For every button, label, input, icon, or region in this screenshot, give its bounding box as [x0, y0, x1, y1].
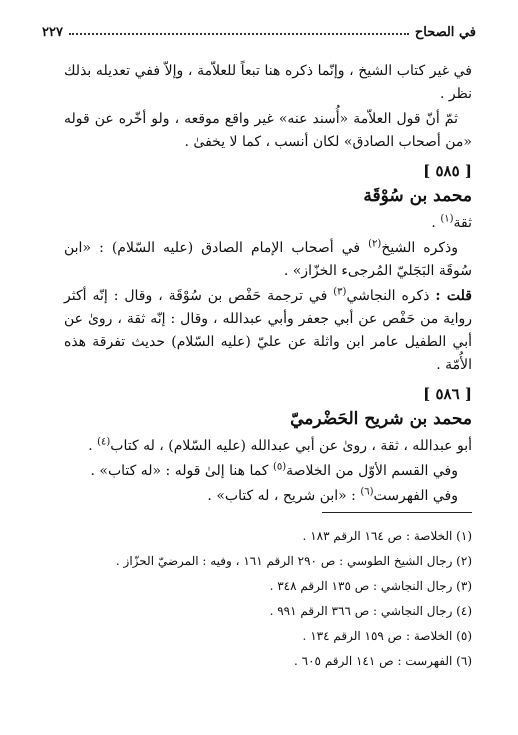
entry-585-line-2: [64, 237, 472, 283]
main-text: [64, 60, 472, 510]
entry-586-text-a: أبو عبدالله ، ثقة ، روىٰ عن أبي عبدالله (عليه السّلام) ، له كتاب: [110, 438, 472, 454]
footnote-ref-2[interactable]: (٢): [368, 238, 382, 250]
entry-number-586: [ ٥٨٦ ]: [423, 385, 472, 403]
running-title: في الصحاح: [414, 25, 476, 40]
footnote-ref-5[interactable]: (٥): [272, 461, 287, 473]
footnotes: [64, 524, 472, 674]
entry-585-text-a: ثقة: [453, 215, 472, 231]
footnote-ref-1[interactable]: (١): [440, 213, 454, 225]
entry-586-line-3: [64, 485, 472, 508]
header-dotted-leader: [69, 33, 409, 35]
footnote-4: (٤) رجال النجاشي : ص ٣٦٦ الرقم ٩٩١ .: [269, 604, 472, 618]
footnote-6: (٦) الفهرست : ص ١٤١ الرقم ٦٠٥ .: [294, 654, 472, 668]
footnote-2: (٢) رجال الشيخ الطوسي : ص ٢٩٠ الرقم ١٦١ ، وفيه : المرضيّ الحزّاز .: [115, 554, 472, 568]
entry-585-line-1: [64, 212, 472, 235]
entry-586-text-d: وفي الفهرست: [373, 488, 458, 504]
entry-585-text-e: في ترجمة حَفْص بن سُوْقَة ، وقال : إنّه أكثر رواية من حَفْص عن أبي جعفر وأبي عبدالله ، وقال : إنّه ثقة ، روىٰ عن أبي الطفيل عامر ابن واثلة عن عليّ (عليه السّلام) حديث تفرقة هذه الأُمّة .: [64, 288, 472, 373]
footnote-1: (١) الخلاصة : ص ١٦٤ الرقم ١٨٣ .: [302, 529, 472, 543]
footnote-ref-4[interactable]: (٤): [97, 436, 111, 448]
entry-585-text-d: ذكره النجاشي: [346, 288, 430, 304]
entry-585-text-end: .: [431, 215, 436, 231]
entry-title-586: محمد بن شريح الحَضْرميّ: [290, 409, 472, 429]
page-number: ٢٢٧: [42, 25, 63, 40]
entry-585-text-b: وذكره الشيخ: [381, 240, 458, 256]
entry-585-line-3: [64, 285, 472, 377]
entry-586-text-b: وفي القسم الأوّل من الخلاصة: [286, 463, 458, 479]
footnote-5: (٥) الخلاصة : ص ١٥٩ الرقم ١٣٤ .: [302, 629, 472, 643]
footnote-separator: [322, 512, 472, 513]
entry-586-text-end: .: [88, 438, 93, 454]
running-header: [42, 18, 476, 40]
entry-585-text-c: في أصحاب الإمام الصادق (عليه السّلام) : «ابن سُوقَة البَجَليّ المُرجىء الخزّاز» .: [64, 240, 472, 279]
paragraph-continuation: في غير كتاب الشيخ ، وإنّما ذكره هنا تبعاً للعلاّمة ، وإلاّ ففي تعديله بذلك نظر .: [64, 63, 472, 102]
entry-title-585: محمد بن سُوْقَة: [363, 186, 472, 206]
footnote-ref-3[interactable]: (٣): [333, 286, 347, 298]
entry-number-585: [ ٥٨٥ ]: [423, 162, 472, 180]
entry-586-line-1: [64, 435, 472, 458]
entry-586-text-c: كما هنا إلىٰ قوله : «له كتاب» .: [90, 463, 269, 479]
paragraph-comment: ثمّ أنّ قول العلاّمة «أُسند عنه» غير واقع موقعه ، ولو أخّره عن قوله «من أصحاب الصادق» لكان أنسب ، كما لا يخفىٰ .: [64, 111, 472, 150]
entry-586-line-2: [64, 460, 472, 483]
entry-586-text-e: : «ابن شريح ، له كتاب» .: [207, 488, 356, 504]
footnote-ref-6[interactable]: (٦): [360, 486, 374, 498]
footnote-3: (٣) رجال النجاشي : ص ١٣٥ الرقم ٣٤٨ .: [269, 579, 472, 593]
entry-585-note-label: قلت :: [435, 288, 473, 304]
